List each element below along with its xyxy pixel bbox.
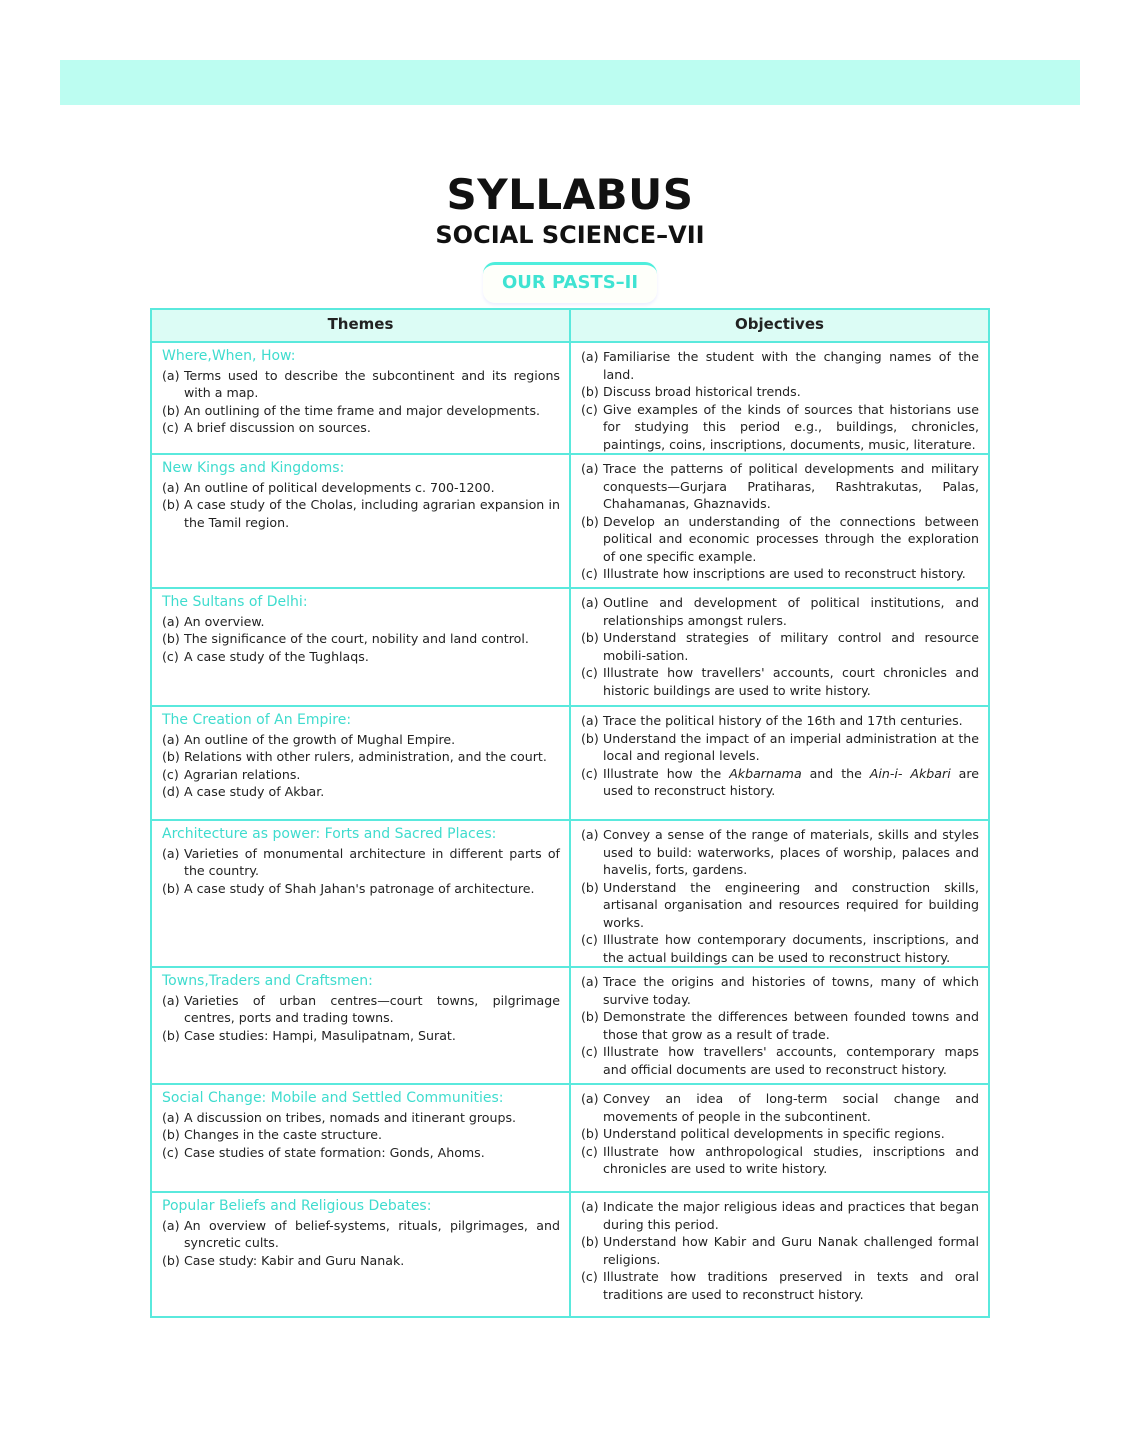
list-item [162,648,560,666]
item-label: (a) [162,479,180,495]
item-label: (a) [581,461,599,476]
item-text: A case study of the Cholas, including agrarian expansion in the Tamil region. [184,497,560,530]
list-item [581,565,979,583]
item-text: Illustrate how inscriptions are used to reconstruct history. [603,566,966,581]
table-row [151,454,989,588]
themes-cell [151,588,570,706]
item-text: Indicate the major religious ideas and practices that began during this period. [603,1199,979,1232]
list-item [581,1198,979,1233]
list-item [162,367,560,402]
item-text: Relations with other rulers, administration, and the court. [184,749,547,764]
section-label: OUR PASTS–II [483,262,657,303]
item-text: Terms used to describe the subcontinent and its regions with a map. [184,367,560,400]
item-label: (a) [162,992,180,1008]
text-segment: Illustrate how the [603,765,730,781]
text-segment: and the [801,765,870,781]
item-label: (a) [162,845,180,861]
header-objectives: Objectives [570,309,989,342]
list-item [162,479,560,497]
item-label: (b) [581,1126,599,1141]
item-text: A case study of the Tughlaqs. [184,648,369,664]
objectives-cell [570,1084,989,1192]
item-text: Agrarian relations. [184,766,301,782]
item-label: (b) [162,497,180,512]
list-item [162,1252,560,1270]
item-text: Develop an understanding of the connections between political and economic processes through the exploration of one specific example. [603,513,979,564]
item-label: (c) [581,566,598,581]
item-label: (a) [581,827,599,842]
item-label: (a) [581,1199,599,1214]
item-text: Understand how Kabir and Guru Nanak challenged formal religions. [603,1234,979,1267]
item-label: (b) [581,1009,599,1024]
item-text: Demonstrate the differences between founded towns and those that grow as a result of trade. [603,1009,979,1042]
item-text: Understand the impact of an imperial administration at the local and regional levels. [603,730,979,763]
list-item [162,419,560,437]
item-label: (b) [162,1127,180,1142]
list-item [581,594,979,629]
item-text: Understand the engineering and construction skills, artisanal organisation and resources required for building works. [603,879,979,930]
theme-title: Social Change: Mobile and Settled Communities: [162,1090,504,1106]
item-text: Outline and development of political institutions, and relationships amongst rulers. [603,595,979,628]
item-label: (c) [162,1144,179,1160]
item-text: An outline of the growth of Mughal Empire. [184,731,456,747]
item-text: Case studies: Hampi, Masulipatnam, Surat. [184,1027,456,1043]
item-label: (a) [581,595,599,610]
list-item [162,783,560,801]
list-item [581,1143,979,1178]
table-header-row [151,309,989,342]
objectives-cell [570,1192,989,1317]
item-label: (c) [162,420,179,435]
item-label: (b) [581,513,599,529]
item-label: (a) [581,974,599,989]
item-label: (b) [162,631,180,646]
item-text: Trace the patterns of political developments and military conquests—Gurjara Pratiharas, Rashtrakutas, Palas, Chahamanas, Ghaznavids. [603,461,979,511]
item-label: (c) [581,765,598,781]
list-item [162,1109,560,1127]
list-item [581,401,979,454]
theme-title: New Kings and Kingdoms: [162,460,345,476]
theme-title: The Sultans of Delhi: [162,594,308,610]
objectives-cell [570,706,989,820]
item-label: (b) [162,749,180,764]
list-item [162,496,560,531]
item-label: (c) [581,401,598,417]
item-label: (c) [162,648,179,664]
item-text: Changes in the caste structure. [184,1127,382,1142]
item-label: (b) [162,1027,180,1043]
list-item [581,879,979,932]
item-text: Trace the political history of the 16th and 17th centuries. [603,713,963,728]
theme-title: Architecture as power: Forts and Sacred Places: [162,826,497,842]
item-text: Case studies of state formation: Gonds, Ahoms. [184,1144,485,1160]
item-text: Varieties of monumental architecture in different parts of the country. [184,845,560,878]
themes-cell [151,1192,570,1317]
themes-cell [151,342,570,454]
item-text: Convey a sense of the range of materials, skills and styles used to build: waterworks, places of worship, palaces and havelis, forts, gardens. [603,827,979,877]
item-text: A case study of Akbar. [184,784,325,799]
item-text: Familiarise the student with the changing names of the land. [603,349,979,382]
list-item [581,664,979,699]
list-item [581,1090,979,1125]
list-item [162,1217,560,1252]
list-item [162,731,560,749]
list-item [581,730,979,765]
item-text: Give examples of the kinds of sources that historians use for studying this period e.g., buildings, chronicles, paintings, coins, inscriptions, documents, music, literature. [603,401,979,452]
list-item [581,826,979,879]
list-item [162,630,560,648]
item-text: Trace the origins and histories of towns, many of which survive today. [603,974,979,1007]
item-label: (a) [162,1109,180,1125]
item-text: Discuss broad historical trends. [603,384,801,399]
item-label: (b) [581,1234,599,1249]
list-item [581,348,979,383]
item-text: Illustrate how traditions preserved in texts and oral traditions are used to reconstruct history. [603,1269,979,1302]
item-label: (a) [162,731,180,747]
item-text: Illustrate how travellers' accounts, contemporary maps and official documents are used to reconstruct history. [603,1044,979,1077]
item-label: (b) [581,879,599,895]
item-label: (b) [162,880,180,896]
item-text: Understand strategies of military control and resource mobili-sation. [603,630,979,663]
item-text: An outline of political developments c. 700-1200. [184,479,495,495]
list-item [581,629,979,664]
italic-title: Ain-i- Akbari [869,765,951,781]
theme-title: Where,When, How: [162,348,296,364]
list-item [581,513,979,566]
italic-title: Akbarnama [729,765,802,781]
header-themes: Themes [151,309,570,342]
objectives-cell [570,967,989,1084]
item-label: (b) [581,630,599,645]
header-band [60,60,1080,105]
item-label: (c) [581,1044,598,1059]
table-row [151,820,989,967]
item-text: An outlining of the time frame and major developments. [184,402,541,418]
item-label: (b) [162,1252,180,1268]
item-label: (b) [581,384,599,399]
list-item [581,1008,979,1043]
list-item [162,748,560,766]
item-text: A brief discussion on sources. [184,420,371,435]
list-item [581,460,979,513]
theme-title: The Creation of An Empire: [162,712,352,728]
themes-cell [151,706,570,820]
item-label: (c) [581,665,598,680]
table-row [151,1084,989,1192]
item-text: Understand political developments in specific regions. [603,1126,945,1141]
list-item [581,712,979,730]
objectives-cell [570,454,989,588]
themes-cell [151,454,570,588]
item-label: (a) [162,367,180,383]
objectives-cell [570,342,989,454]
item-text: A case study of Shah Jahan's patronage of architecture. [184,880,535,896]
page-title: SYLLABUS [446,170,694,219]
item-text: Convey an idea of long-term social change and movements of people in the subcontinent. [603,1091,979,1124]
item-text [603,765,979,800]
item-label: (a) [162,1217,180,1233]
objectives-cell [570,820,989,967]
item-label: (a) [581,349,599,364]
list-item [581,765,979,800]
page-subtitle: SOCIAL SCIENCE–VII [435,221,705,249]
list-item [162,1126,560,1144]
list-item [162,1027,560,1045]
list-item [581,973,979,1008]
item-text: Varieties of urban centres—court towns, pilgrimage centres, ports and trading towns. [184,992,560,1025]
item-label: (c) [581,1143,598,1159]
list-item [581,931,979,966]
item-label: (a) [162,613,180,629]
item-label: (c) [581,932,598,947]
item-text: The significance of the court, nobility and land control. [184,631,529,646]
item-label: (b) [581,730,599,746]
table-row [151,588,989,706]
themes-cell [151,967,570,1084]
theme-title: Towns,Traders and Craftsmen: [162,973,373,989]
item-label: (d) [162,784,180,799]
themes-cell [151,820,570,967]
item-text: An overview of belief-systems, rituals, pilgrimages, and syncretic cults. [184,1217,560,1250]
item-text: Illustrate how anthropological studies, inscriptions and chronicles are used to write history. [603,1143,979,1176]
list-item [162,766,560,784]
item-label: (b) [162,402,180,418]
list-item [581,1043,979,1078]
item-label: (c) [581,1269,598,1284]
list-item [162,845,560,880]
list-item [162,1144,560,1162]
objectives-cell [570,588,989,706]
table-row [151,1192,989,1317]
item-label: (a) [581,713,599,728]
item-label: (a) [581,1091,599,1106]
list-item [162,402,560,420]
table-row [151,342,989,454]
themes-cell [151,1084,570,1192]
table-row [151,967,989,1084]
item-label: (c) [162,766,179,782]
list-item [581,1125,979,1143]
item-text: Case study: Kabir and Guru Nanak. [184,1252,405,1268]
list-item [581,1233,979,1268]
theme-title: Popular Beliefs and Religious Debates: [162,1198,432,1214]
text-segment: are used to reconstruct history. [603,765,979,798]
list-item [162,880,560,898]
item-text: Illustrate how travellers' accounts, court chronicles and historic buildings are used to write history. [603,665,979,698]
list-item [162,613,560,631]
item-text: An overview. [184,613,265,629]
table-row [151,706,989,820]
list-item [581,383,979,401]
item-text: Illustrate how contemporary documents, inscriptions, and the actual buildings can be used to reconstruct history. [603,932,979,965]
item-text: A discussion on tribes, nomads and itinerant groups. [184,1109,517,1125]
syllabus-table [150,308,990,1318]
list-item [162,992,560,1027]
list-item [581,1268,979,1303]
